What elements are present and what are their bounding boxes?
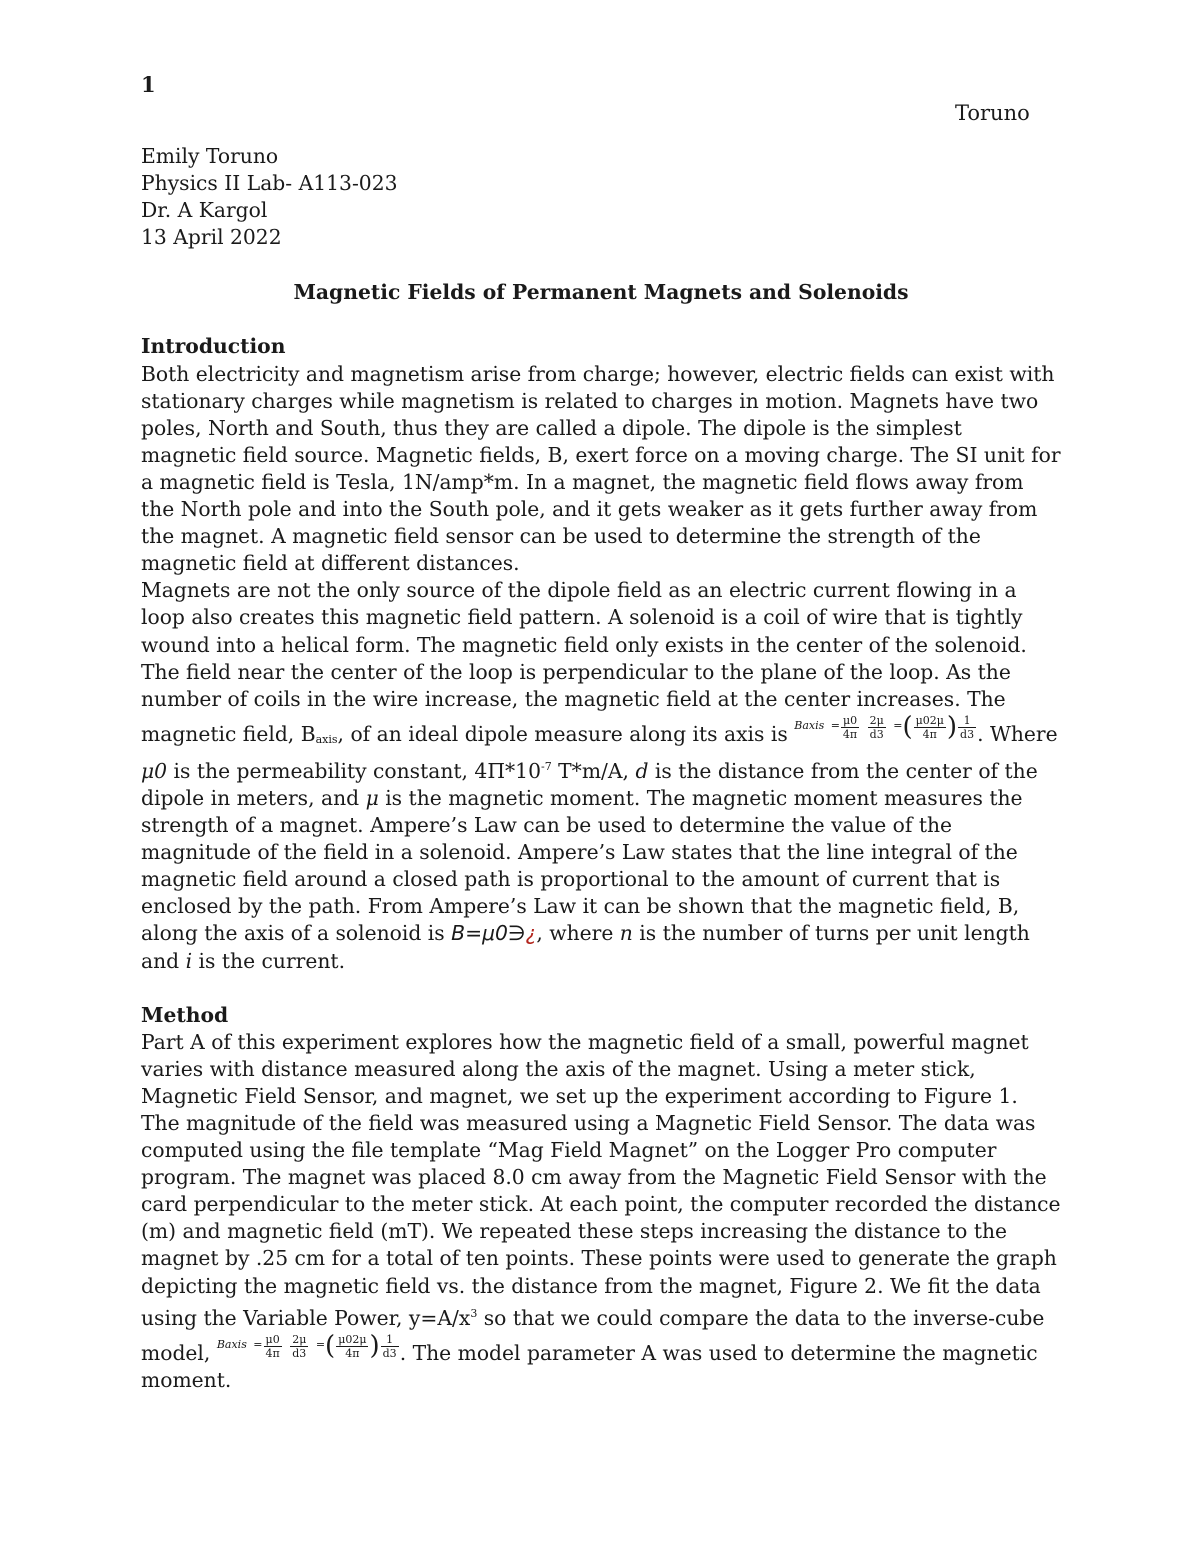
page-number: 1	[141, 72, 156, 97]
inverse-cube-formula: Baxis = $\frac{\mu 0}{4\pi}$ $\frac{2\mu}{d3}$ =( $\frac{\mu 02\mu}{4\pi}$ ) $\frac{1}{d3}$	[216, 1331, 397, 1362]
method-paragraph: Part A of this experiment explores how the magnetic field of a small, powerful magnet varies with distance measured along the axis of the magnet. Using a meter stick, Magnetic Field Sensor, and magnet, we set up the experiment according to Figure 1. The magnitude of the field was measured using a Magnetic Field Sensor. The data was computed using the file template “Mag Field Magnet” on the Logger Pro computer program. The magnet was placed 8.0 cm away from the Magnetic Field Sensor with the card perpendicular to the meter stick. At each point, the computer recorded the distance (m) and magnetic field (mT). We repeated these steps increasing the distance to the magnet by .25 cm for a total of ten points. These points were used to generate the graph depicting the magnetic field vs. the distance from the magnet, Figure 2. We fit the data using the Variable Power, $y=A/x^3$ so that we could compare the data to the inverse-cube model, Baxis = $\frac{\mu 0}{4\pi}$ $\frac{2\mu}{d3}$ =( $\frac{\mu 02\mu}{4\pi}$ ) $\frac{1}{d3}$ . The model parameter A was used to determine the magnetic moment.	[141, 1029, 1061, 1392]
course-name: Physics II Lab- A113-023	[141, 171, 398, 196]
instructor-name: Dr. A Kargol	[141, 198, 268, 223]
document-body	[141, 143, 1061, 1394]
solenoid-field-formula: B=μ0∋¿	[451, 921, 537, 946]
method-heading: Method	[141, 1002, 229, 1027]
introduction-heading: Introduction	[141, 334, 286, 359]
dipole-field-formula: Baxis = $\frac{\mu 0}{4\pi}$ $\frac{2\mu}{d3}$ =( $\frac{\mu 02\mu}{4\pi}$ ) $\frac{1}{d3}$	[794, 712, 975, 743]
running-head: Toruno	[955, 101, 1030, 125]
introduction-paragraph-1: Both electricity and magnetism arise from charge; however, electric fields can exist with stationary charges while magnetism is related to charges in motion. Magnets have two poles, North and South, thus they are called a dipole. The dipole is the simplest magnetic field source. Magnetic fields, B, exert force on a moving charge. The SI unit for a magnetic field is Tesla, 1N/amp*m. In a magnet, the magnetic field flows away from the North pole and into the South pole, and it gets weaker as it gets further away from the magnet. A magnetic field sensor can be used to determine the strength of the magnetic field at different distances.	[141, 361, 1061, 576]
author-name: Emily Toruno	[141, 144, 279, 168]
report-title: Magnetic Fields of Permanent Magnets and Solenoids	[293, 280, 909, 305]
report-date: 13 April 2022	[141, 225, 282, 250]
introduction-paragraph-2: Magnets are not the only source of the dipole field as an electric current flowing in a loop also creates this magnetic field pattern. A solenoid is a coil of wire that is tightly wound into a helical form. The magnetic field only exists in the center of the solenoid. The field near the center of the loop is perpendicular to the plane of the loop. As the number of coils in the wire increase, the magnetic field at the center increases. The magnetic field, Baxis, of an ideal dipole measure along its axis is Baxis = $\frac{\mu 0}{4\pi}$ $\frac{2\mu}{d3}$ =( $\frac{\mu 02\mu}{4\pi}$ ) $\frac{1}{d3}$ . Where μ0 is the permeability constant, $4\Pi*10^{-7}$ T*m/A, d is the distance from the center of the dipole in meters, and μ is the magnetic moment. The magnetic moment measures the strength of a magnet. Ampere’s Law can be used to determine the value of the magnitude of the field in a solenoid. Ampere’s Law states that the line integral of the magnetic field around a closed path is proportional to the amount of current that is enclosed by the path. From Ampere’s Law it can be shown that the magnetic field, B, along the axis of a solenoid is B=μ0∋¿, where n is the number of turns per unit length and i is the current.	[141, 578, 1058, 973]
